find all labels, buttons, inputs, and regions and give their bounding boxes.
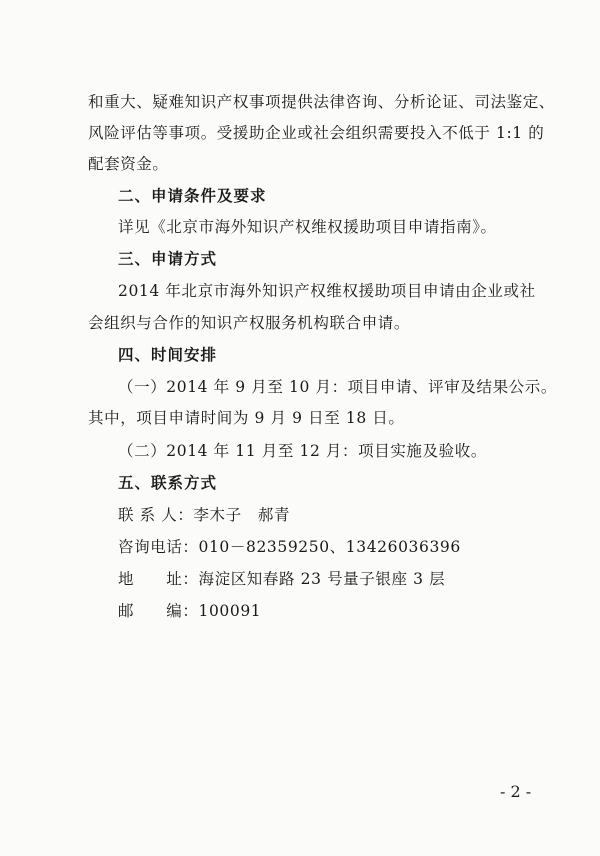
contact-address: 地 址：海淀区知春路 23 号量子银座 3 层 bbox=[118, 570, 446, 588]
body-text-line: 详见《北京市海外知识产权维权援助项目申请指南》。 bbox=[118, 218, 497, 236]
section-heading-application-method: 三、申请方式 bbox=[118, 250, 218, 268]
contact-phone: 咨询电话：010－82359250、13426036396 bbox=[118, 538, 461, 556]
body-text-line: （二）2014 年 11 月至 12 月：项目实施及验收。 bbox=[118, 442, 487, 460]
body-text-line: 2014 年北京市海外知识产权维权援助项目申请由企业或社 bbox=[118, 282, 536, 300]
body-text-line: 配套资金。 bbox=[88, 155, 169, 173]
body-text-line: 会组织与合作的知识产权服务机构联合申请。 bbox=[88, 314, 411, 332]
body-text-line: 和重大、疑难知识产权事项提供法律咨询、分析论证、司法鉴定、 bbox=[88, 93, 555, 111]
body-text-line: （一）2014 年 9 月至 10 月：项目申请、评审及结果公示。 bbox=[118, 378, 557, 396]
section-heading-contact: 五、联系方式 bbox=[118, 474, 218, 492]
section-heading-requirements: 二、申请条件及要求 bbox=[118, 187, 267, 205]
page-number: - 2 - bbox=[500, 782, 532, 801]
section-heading-schedule: 四、时间安排 bbox=[118, 346, 218, 364]
body-text-line: 风险评估等事项。受援助企业或社会组织需要投入不低于 1:1 的 bbox=[88, 124, 545, 142]
contact-postcode: 邮 编：100091 bbox=[118, 602, 262, 620]
contact-person: 联 系 人：李木子 郝青 bbox=[118, 506, 291, 524]
body-text-line: 其中，项目申请时间为 9 月 9 日至 18 日。 bbox=[88, 409, 405, 427]
